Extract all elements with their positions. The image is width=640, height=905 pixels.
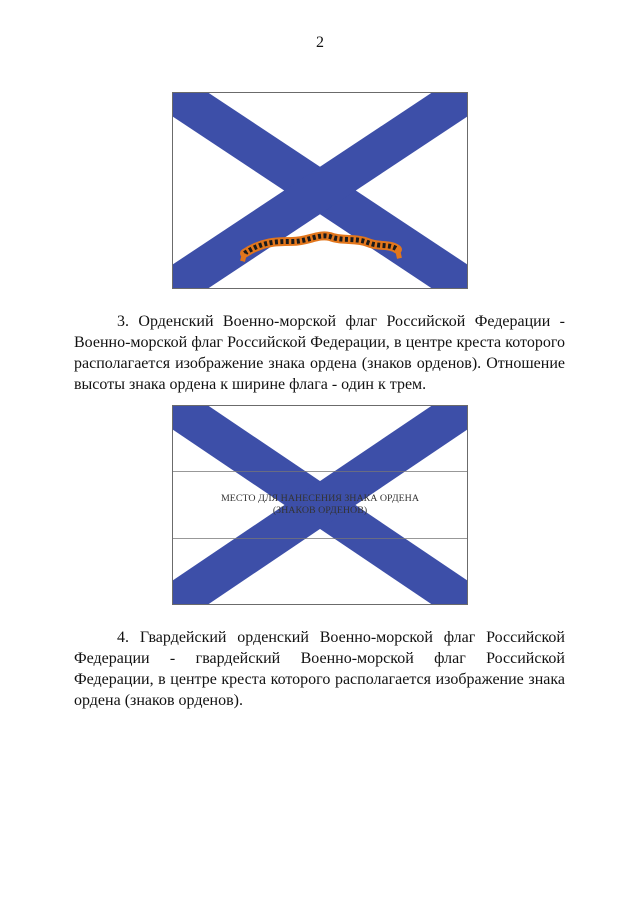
paragraph-3-line-1: 3. Орденский Военно-морской флаг Российской Федерации - [117, 313, 565, 330]
order-naval-flag-image [172, 405, 468, 605]
paragraph-3-line-2: Военно-морской флаг Российской Федерации, в центре креста которого [74, 334, 565, 351]
placeholder-text-line-1: МЕСТО ДЛЯ НАНЕСЕНИЯ ЗНАКА ОРДЕНА [220, 493, 420, 505]
guards-naval-flag-image [172, 92, 468, 289]
paragraph-4-line-3: Федерации, в центре креста которого располагается изображение знака [74, 671, 565, 688]
paragraph-3-line-4: высоты знака ордена к ширине флага - один к трем. [74, 376, 427, 393]
placeholder-text-line-2: (ЗНАКОВ ОРДЕНОВ) [272, 504, 368, 516]
page-number: 2 [316, 34, 324, 51]
paragraph-4 [74, 627, 565, 711]
order-naval-flag-svg [173, 406, 467, 604]
paragraph-4-line-4: ордена (знаков орденов). [74, 692, 243, 709]
guards-naval-flag-svg [173, 93, 467, 288]
paragraph-3 [74, 311, 565, 395]
paragraph-4-line-2: Федерации - гвардейский Военно-морской флаг Российской [74, 650, 565, 667]
paragraph-4-line-1: 4. Гвардейский орденский Военно-морской флаг Российской [117, 629, 565, 646]
paragraph-3-line-3: располагается изображение знака ордена (знаков орденов). Отношение [74, 355, 565, 372]
